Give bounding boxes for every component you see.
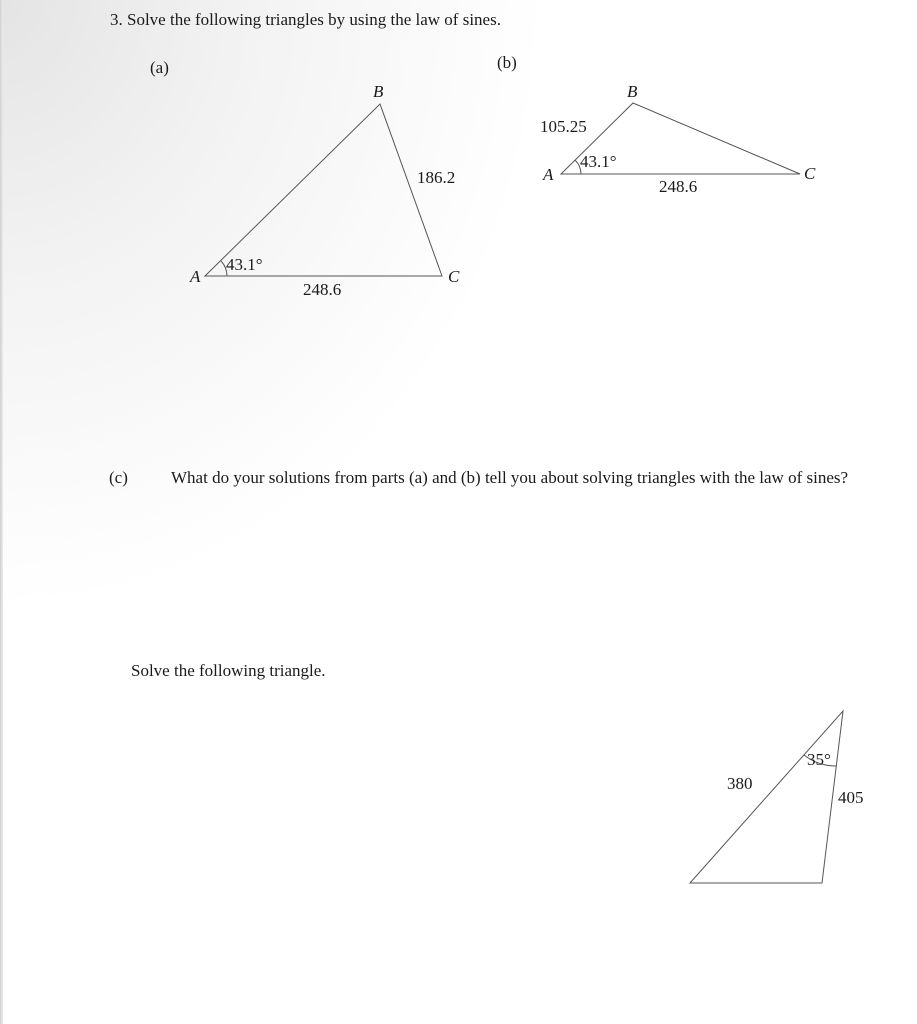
part-b-label: (b) bbox=[497, 53, 517, 72]
triangle-b-side-ac: 248.6 bbox=[659, 177, 698, 196]
part-c-question bbox=[109, 466, 880, 489]
triangle-a-side-bc: 186.2 bbox=[417, 168, 456, 187]
part-a-label: (a) bbox=[150, 58, 169, 77]
part-c-text: What do your solutions from parts (a) and (b) tell you about solving triangles with the law of sines? bbox=[171, 468, 849, 487]
triangle-a-vertex-b: B bbox=[373, 82, 384, 101]
triangle-b-vertex-c: C bbox=[804, 164, 816, 183]
triangle-a-vertex-a: A bbox=[190, 267, 201, 286]
triangle-a-side-ac: 248.6 bbox=[303, 280, 342, 299]
triangle-b-vertex-a: A bbox=[543, 165, 554, 184]
triangle-b-side-ab: 105.25 bbox=[540, 117, 587, 136]
triangle-c-side-left: 380 bbox=[727, 774, 753, 793]
triangle-a bbox=[205, 104, 442, 276]
part-c-label: (c) bbox=[109, 468, 128, 487]
problem-prompt: Solve the following triangles by using the law of sines. bbox=[127, 10, 501, 29]
problem-number: 3. bbox=[110, 10, 123, 29]
triangle-a-angle-label: 43.1° bbox=[226, 255, 263, 274]
triangle-c-angle-label: 35° bbox=[807, 750, 831, 769]
triangle-b-angle-label: 43.1° bbox=[580, 152, 617, 171]
triangle-c bbox=[690, 711, 843, 883]
extra-prompt: Solve the following triangle. bbox=[131, 661, 326, 680]
triangle-c-side-right: 405 bbox=[838, 788, 864, 807]
triangle-b-vertex-b: B bbox=[627, 82, 638, 101]
triangle-a-vertex-c: C bbox=[448, 267, 460, 286]
